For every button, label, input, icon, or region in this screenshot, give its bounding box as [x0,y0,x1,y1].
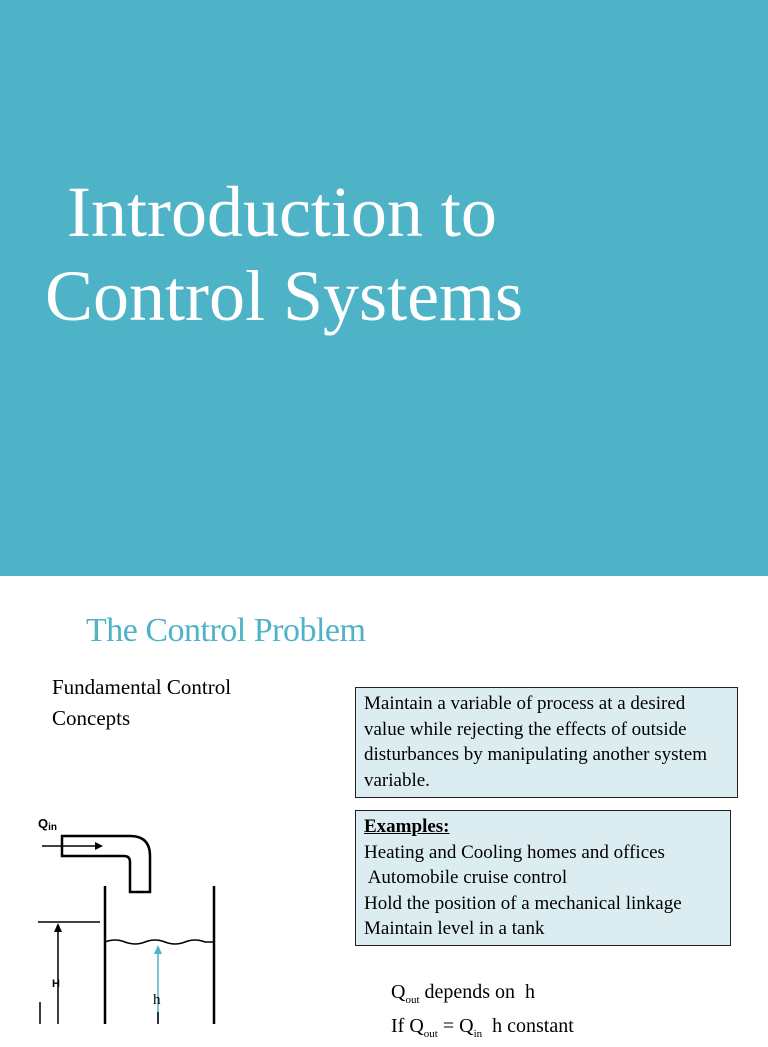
water-surface [105,940,214,944]
slide-title-line1: Introduction to [67,172,497,252]
examples-box [355,810,731,946]
eq-line2-prefix: If Q [391,1015,424,1037]
equation-block [391,979,574,1047]
example-item: Automobile cruise control [364,867,568,888]
definition-box: Maintain a variable of process at a desired value while rejecting the effects of outside disturbances by manipulating another system variable. [355,687,738,798]
control-problem-slide [0,576,768,1040]
eq-line2-rest: h constant [482,1015,574,1037]
equation-line2 [391,1013,574,1047]
example-item: Heating and Cooling homes and offices [364,841,665,863]
slide-title-line2: Control Systems [45,256,524,336]
slide-title [45,170,745,338]
h-arrowhead [154,945,162,954]
tank-diagram [0,812,260,1024]
example-item: Hold the position of a mechanical linkage [364,892,682,914]
H-arrowhead [54,923,62,932]
inlet-pipe [62,836,150,892]
h-label: h [153,992,161,1008]
equation-line1 [391,979,574,1013]
slide2-title: The Control Problem [86,612,366,649]
concepts-line2: Concepts [52,706,131,730]
eq-sub-in: in [473,1028,483,1040]
q-in-label: Qin [38,816,58,833]
eq-line1-rest: depends on h [419,981,536,1003]
concepts-heading [52,672,312,734]
eq-sub-out2: out [423,1028,438,1040]
inflow-arrowhead [95,842,103,850]
examples-heading: Examples: [364,816,450,837]
example-item: Maintain level in a tank [364,918,545,939]
H-label: H [52,978,60,990]
concepts-line1: Fundamental Control [52,675,232,699]
eq-q: Q [391,981,406,1003]
eq-line2-mid: = Q [437,1015,474,1037]
eq-sub-out: out [405,994,420,1006]
